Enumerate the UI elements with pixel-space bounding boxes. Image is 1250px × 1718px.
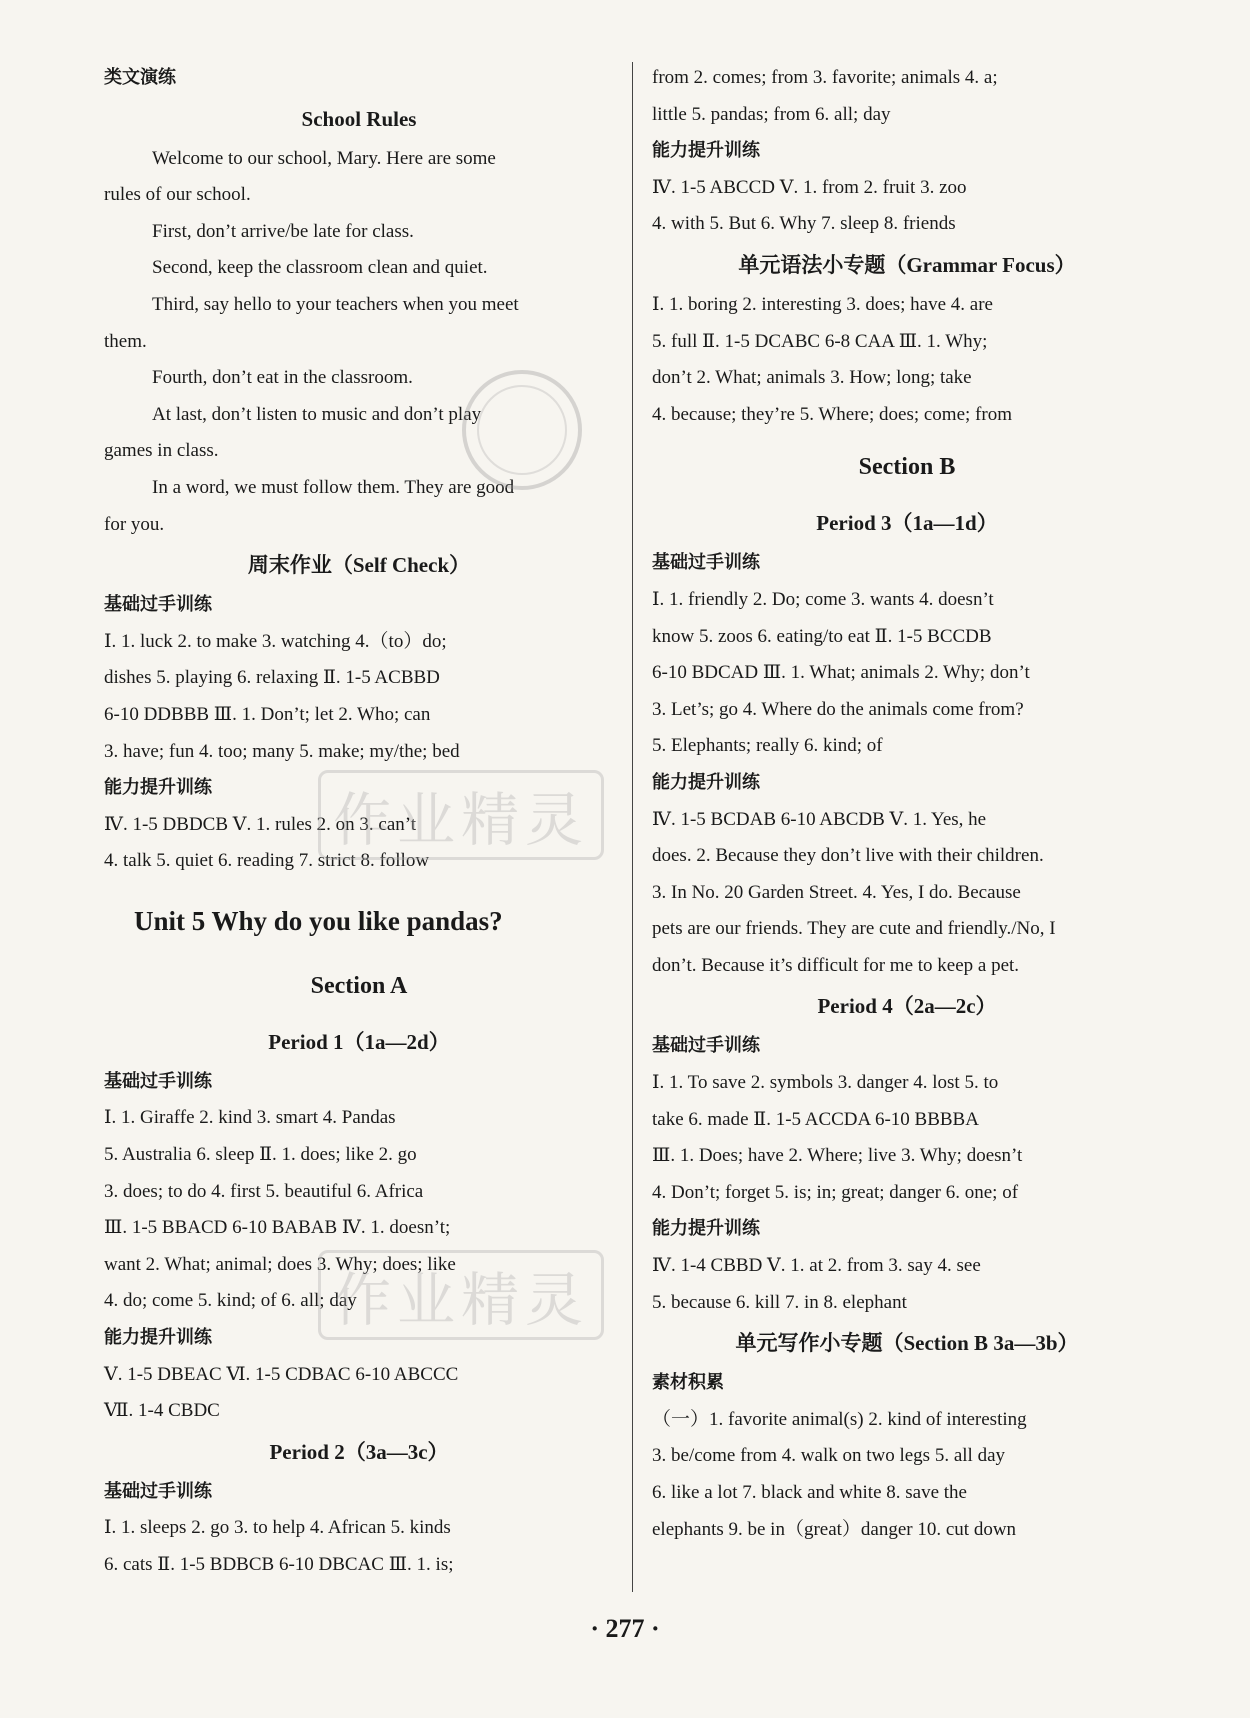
- section-label: 基础过手训练: [104, 594, 212, 616]
- text-line: take 6. made Ⅱ. 1-5 ACCDA 6-10 BBBBA: [652, 1108, 979, 1130]
- watermark-stamp-icon: [452, 360, 592, 500]
- section-label: 能力提升训练: [652, 771, 760, 793]
- section-label: 基础过手训练: [652, 552, 760, 574]
- text-line: Ⅰ. 1. friendly 2. Do; come 3. wants 4. doesn’t: [652, 588, 994, 610]
- section-title: Section A: [310, 972, 408, 999]
- text-line: from 2. comes; from 3. favorite; animals 4. a;: [652, 67, 998, 88]
- text-line: 4. Don’t; forget 5. is; in; great; danger 6. one; of: [652, 1181, 1019, 1203]
- section-heading: 单元语法小专题（Grammar Focus）: [738, 252, 1076, 277]
- text-line: don’t. Because it’s difficult for me to keep a pet.: [652, 954, 1020, 976]
- text-line: 4. talk 5. quiet 6. reading 7. strict 8. follow: [104, 850, 430, 872]
- text-line: Ⅰ. 1. To save 2. symbols 3. danger 4. lost 5. to: [652, 1072, 999, 1094]
- text-line: Ⅳ. 1-5 BCDAB 6-10 ABCDB Ⅴ. 1. Yes, he: [652, 808, 987, 830]
- text-line: Ⅳ. 1-5 DBDCB Ⅴ. 1. rules 2. on 3. can’t: [104, 813, 417, 835]
- section-heading: School Rules: [301, 106, 417, 131]
- watermark: 作业精灵: [318, 770, 604, 860]
- right-column: [652, 60, 1162, 1548]
- section-heading: Period 4（2a—2c）: [817, 994, 997, 1019]
- text-line: Ⅲ. 1. Does; have 2. Where; live 3. Why; doesn’t: [652, 1145, 1023, 1167]
- section-heading: Period 1（1a—2d）: [268, 1029, 450, 1054]
- section-label: 素材积累: [652, 1372, 724, 1394]
- text-line: 6. like a lot 7. black and white 8. save the: [652, 1482, 967, 1503]
- paragraph-line: First, don’t arrive/be late for class.: [152, 220, 414, 242]
- text-line: Ⅳ. 1-4 CBBD Ⅴ. 1. at 2. from 3. say 4. see: [652, 1255, 981, 1277]
- text-line: elephants 9. be in（great）danger 10. cut down: [652, 1518, 1017, 1540]
- text-line: Ⅰ. 1. Giraffe 2. kind 3. smart 4. Pandas: [104, 1107, 396, 1129]
- text-line: does. 2. Because they don’t live with their children.: [652, 845, 1044, 867]
- section-label: 能力提升训练: [104, 777, 212, 799]
- text-line: 4. with 5. But 6. Why 7. sleep 8. friends: [652, 213, 956, 235]
- section-label: 类文演练: [104, 67, 176, 88]
- text-line: 3. have; fun 4. too; many 5. make; my/the; bed: [104, 740, 460, 762]
- text-line: Ⅳ. 1-5 ABCCD Ⅴ. 1. from 2. fruit 3. zoo: [652, 176, 967, 198]
- text-line: Ⅰ. 1. luck 2. to make 3. watching 4.（to）do;: [104, 630, 447, 652]
- text-line: Ⅴ. 1-5 DBEAC Ⅵ. 1-5 CDBAC 6-10 ABCCC: [104, 1363, 459, 1385]
- watermark: 作业精灵: [318, 1250, 604, 1340]
- text-line: games in class.: [104, 440, 219, 462]
- text-line: them.: [104, 330, 147, 352]
- paragraph-line: In a word, we must follow them. They are good: [152, 476, 515, 498]
- text-line: 3. does; to do 4. first 5. beautiful 6. Africa: [104, 1180, 424, 1202]
- text-line: Ⅰ. 1. boring 2. interesting 3. does; have 4. are: [652, 293, 993, 315]
- text-line: 6-10 DDBBB Ⅲ. 1. Don’t; let 2. Who; can: [104, 703, 431, 725]
- text-line: Ⅶ. 1-4 CBDC: [104, 1400, 220, 1422]
- text-line: 3. Let’s; go 4. Where do the animals come from?: [652, 698, 1024, 720]
- text-line: 4. because; they’re 5. Where; does; come; from: [652, 403, 1012, 425]
- text-line: pets are our friends. They are cute and friendly./No, I: [652, 918, 1056, 940]
- paragraph-line: Welcome to our school, Mary. Here are some: [152, 147, 496, 169]
- text-line: 5. Elephants; really 6. kind; of: [652, 735, 883, 757]
- section-heading: 单元写作小专题（Section B 3a—3b）: [735, 1331, 1079, 1356]
- text-line: don’t 2. What; animals 3. How; long; take: [652, 367, 972, 389]
- section-label: 基础过手训练: [652, 1035, 760, 1057]
- text-line: 6. cats Ⅱ. 1-5 BDBCB 6-10 DBCAC Ⅲ. 1. is;: [104, 1554, 454, 1575]
- text-line: rules of our school.: [104, 184, 251, 206]
- page-number: · 277 ·: [590, 1614, 660, 1643]
- section-label: 能力提升训练: [652, 140, 760, 162]
- section-heading: 周末作业（Self Check）: [247, 553, 471, 578]
- column-divider: [632, 62, 633, 1592]
- text-line: 3. In No. 20 Garden Street. 4. Yes, I do. Because: [652, 881, 1021, 903]
- text-line: （一）1. favorite animal(s) 2. kind of interesting: [652, 1408, 1027, 1430]
- text-line: dishes 5. playing 6. relaxing Ⅱ. 1-5 ACBBD: [104, 667, 440, 689]
- paragraph-line: Fourth, don’t eat in the classroom.: [152, 367, 413, 389]
- text-line: 5. full Ⅱ. 1-5 DCABC 6-8 CAA Ⅲ. 1. Why;: [652, 330, 988, 352]
- text-line: for you.: [104, 513, 165, 535]
- paragraph-line: At last, don’t listen to music and don’t play: [152, 403, 482, 425]
- section-label: 能力提升训练: [104, 1327, 212, 1349]
- text-line: 4. do; come 5. kind; of 6. all; day: [104, 1290, 357, 1312]
- section-label: 基础过手训练: [104, 1070, 212, 1092]
- text-line: 6-10 BDCAD Ⅲ. 1. What; animals 2. Why; don’t: [652, 662, 1030, 684]
- section-title: Section B: [858, 454, 956, 481]
- text-line: 5. Australia 6. sleep Ⅱ. 1. does; like 2. go: [104, 1144, 417, 1166]
- text-line: 5. because 6. kill 7. in 8. elephant: [652, 1291, 907, 1313]
- text-line: Ⅲ. 1-5 BBACD 6-10 BABAB Ⅳ. 1. doesn’t;: [104, 1217, 451, 1239]
- text-line: want 2. What; animal; does 3. Why; does; like: [104, 1253, 456, 1275]
- paragraph-line: Second, keep the classroom clean and quiet.: [152, 257, 488, 279]
- unit-title: Unit 5 Why do you like pandas?: [134, 905, 503, 936]
- section-heading: Period 2（3a—3c）: [269, 1439, 449, 1464]
- paragraph-line: Third, say hello to your teachers when you meet: [152, 293, 519, 315]
- section-label: 基础过手训练: [104, 1480, 212, 1502]
- text-line: little 5. pandas; from 6. all; day: [652, 103, 891, 125]
- section-heading: Period 3（1a—1d）: [816, 511, 998, 536]
- text-line: Ⅰ. 1. sleeps 2. go 3. to help 4. African 5. kinds: [104, 1517, 451, 1539]
- section-label: 能力提升训练: [652, 1218, 760, 1240]
- text-line: 3. be/come from 4. walk on two legs 5. all day: [652, 1445, 1006, 1467]
- text-line: know 5. zoos 6. eating/to eat Ⅱ. 1-5 BCCDB: [652, 625, 992, 647]
